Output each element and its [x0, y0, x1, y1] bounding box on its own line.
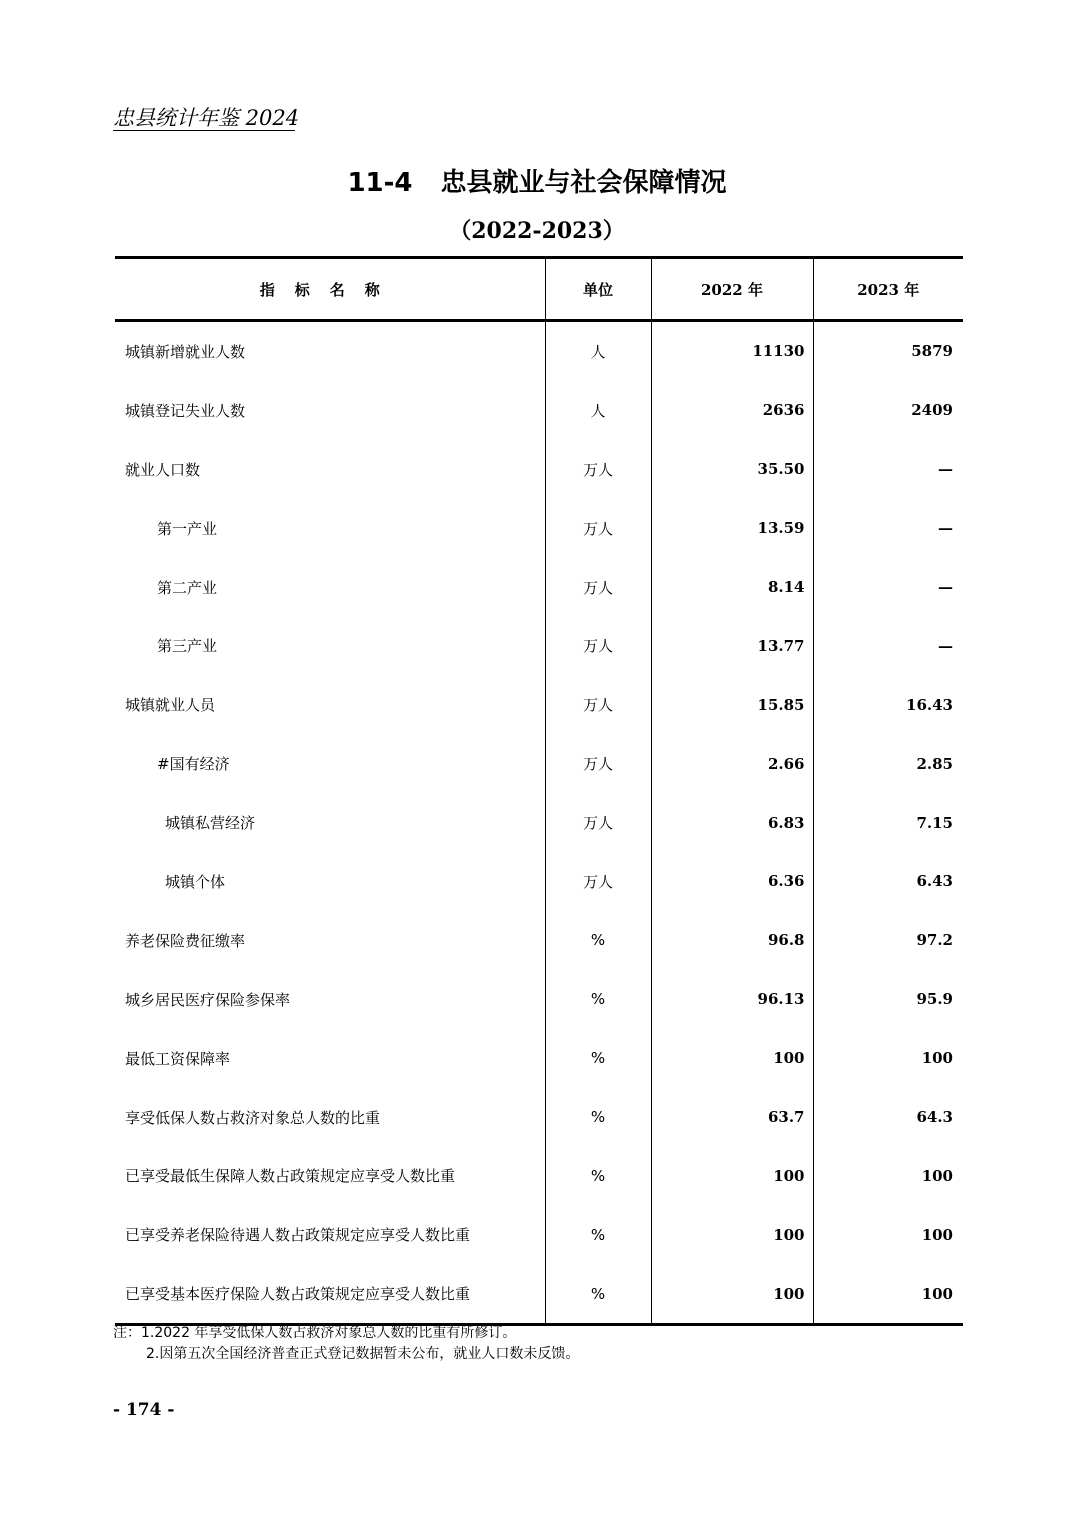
row-unit: % — [545, 970, 651, 1029]
row-unit: 万人 — [545, 675, 651, 734]
row-value-2023: 2.85 — [916, 754, 953, 773]
row-value-2022: 6.83 — [651, 793, 813, 852]
row-indicator-name: 已享受基本医疗保险人数占政策规定应享受人数比重 — [125, 1285, 471, 1304]
table-header — [115, 258, 963, 321]
row-value-2022: 35.50 — [651, 440, 813, 499]
table-row — [115, 616, 963, 675]
table-row — [115, 734, 963, 793]
row-value-2022: 2.66 — [651, 734, 813, 793]
row-unit: 万人 — [545, 734, 651, 793]
row-value-2022: 8.14 — [651, 558, 813, 617]
row-unit: % — [545, 1088, 651, 1147]
row-indicator-name: 城乡居民医疗保险参保率 — [125, 990, 291, 1009]
row-unit: 万人 — [545, 440, 651, 499]
row-indicator-name: 城镇就业人员 — [125, 696, 216, 715]
row-unit: % — [545, 1205, 651, 1264]
row-indicator-name: #国有经济 — [157, 755, 230, 774]
statistics-table — [115, 256, 963, 1326]
page-number: - 174 - — [113, 1400, 175, 1420]
note-line: 注：1.2022 年享受低保人数占救济对象总人数的比重有所修订。 — [113, 1325, 517, 1341]
header-2022: 2022 年 — [651, 258, 813, 321]
table-row — [115, 321, 963, 381]
row-indicator-name: 享受低保人数占救济对象总人数的比重 — [125, 1108, 381, 1127]
row-value-2023: 64.3 — [916, 1108, 953, 1127]
table-row — [115, 1146, 963, 1205]
table-row — [115, 970, 963, 1029]
table-row — [115, 1264, 963, 1324]
row-value-2023: 95.9 — [916, 990, 953, 1009]
row-value-2022: 13.59 — [651, 499, 813, 558]
table-row — [115, 558, 963, 617]
row-value-2023: 6.43 — [916, 872, 953, 891]
row-value-2022: 96.13 — [651, 970, 813, 1029]
table-row — [115, 440, 963, 499]
row-indicator-name: 养老保险费征缴率 — [125, 931, 246, 950]
row-indicator-name: 城镇私营经济 — [165, 814, 256, 833]
row-indicator-name: 城镇登记失业人数 — [125, 401, 246, 420]
row-unit: % — [545, 1029, 651, 1088]
table-row — [115, 499, 963, 558]
row-indicator-name: 第三产业 — [157, 637, 218, 656]
row-indicator-name: 已享受养老保险待遇人数占政策规定应享受人数比重 — [125, 1226, 471, 1245]
row-value-2022: 100 — [651, 1264, 813, 1324]
note-line: 2.因第五次全国经济普查正式登记数据暂未公布，就业人口数未反馈。 — [146, 1346, 580, 1362]
running-head-rule — [113, 130, 295, 131]
row-indicator-name: 就业人口数 — [125, 460, 201, 479]
row-value-2023: 100 — [921, 1225, 953, 1244]
table-body — [115, 321, 963, 1325]
row-indicator-name: 城镇新增就业人数 — [125, 342, 246, 361]
row-unit: % — [545, 1146, 651, 1205]
row-value-2022: 13.77 — [651, 616, 813, 675]
table-row — [115, 911, 963, 970]
header-unit: 单位 — [545, 258, 651, 321]
table-row — [115, 1205, 963, 1264]
row-value-2022: 11130 — [651, 321, 813, 381]
table-row — [115, 793, 963, 852]
row-value-2023: 100 — [921, 1284, 953, 1303]
row-unit: 人 — [545, 321, 651, 381]
row-value-2022: 15.85 — [651, 675, 813, 734]
row-value-2022: 100 — [651, 1205, 813, 1264]
header-2023: 2023 年 — [813, 258, 963, 321]
running-head: 忠县统计年鉴 2024 — [113, 106, 300, 130]
row-value-2023: 100 — [921, 1049, 953, 1068]
row-unit: 万人 — [545, 499, 651, 558]
table-title: 忠县就业与社会保障情况 — [440, 168, 727, 198]
row-value-2022: 100 — [651, 1029, 813, 1088]
row-indicator-name: 城镇个体 — [165, 872, 226, 891]
row-value-2022: 6.36 — [651, 852, 813, 911]
row-value-2023: 5879 — [911, 342, 953, 361]
row-value-2023: 97.2 — [916, 931, 953, 950]
row-value-2023: 16.43 — [906, 695, 953, 714]
table-notes — [113, 1323, 579, 1365]
row-value-2022: 63.7 — [651, 1088, 813, 1147]
table-row — [115, 675, 963, 734]
table-number: 11-4 — [347, 168, 413, 198]
table-row — [115, 381, 963, 440]
page-title — [0, 162, 1074, 199]
page-subtitle: （2022-2023） — [449, 218, 625, 244]
table-row — [115, 852, 963, 911]
row-indicator-name: 已享受最低生保障人数占政策规定应享受人数比重 — [125, 1167, 456, 1186]
row-value-2023: 7.15 — [916, 813, 953, 832]
table-row — [115, 1029, 963, 1088]
row-value-2023: — — [938, 578, 953, 596]
row-value-2023: 2409 — [911, 401, 953, 420]
row-unit: 万人 — [545, 558, 651, 617]
header-indicator-name: 指标名称 — [115, 258, 545, 321]
row-unit: % — [545, 1264, 651, 1324]
row-value-2022: 2636 — [651, 381, 813, 440]
row-unit: 万人 — [545, 616, 651, 675]
row-unit: 万人 — [545, 793, 651, 852]
table-row — [115, 1088, 963, 1147]
row-value-2023: — — [938, 636, 953, 655]
row-unit: 万人 — [545, 852, 651, 911]
row-unit: 人 — [545, 381, 651, 440]
row-value-2023: — — [938, 460, 953, 479]
row-unit: % — [545, 911, 651, 970]
row-value-2022: 100 — [651, 1146, 813, 1205]
row-value-2023: — — [938, 519, 953, 538]
row-indicator-name: 最低工资保障率 — [125, 1049, 231, 1068]
row-indicator-name: 第二产业 — [157, 578, 218, 597]
row-value-2022: 96.8 — [651, 911, 813, 970]
row-indicator-name: 第一产业 — [157, 519, 218, 538]
row-value-2023: 100 — [921, 1166, 953, 1185]
